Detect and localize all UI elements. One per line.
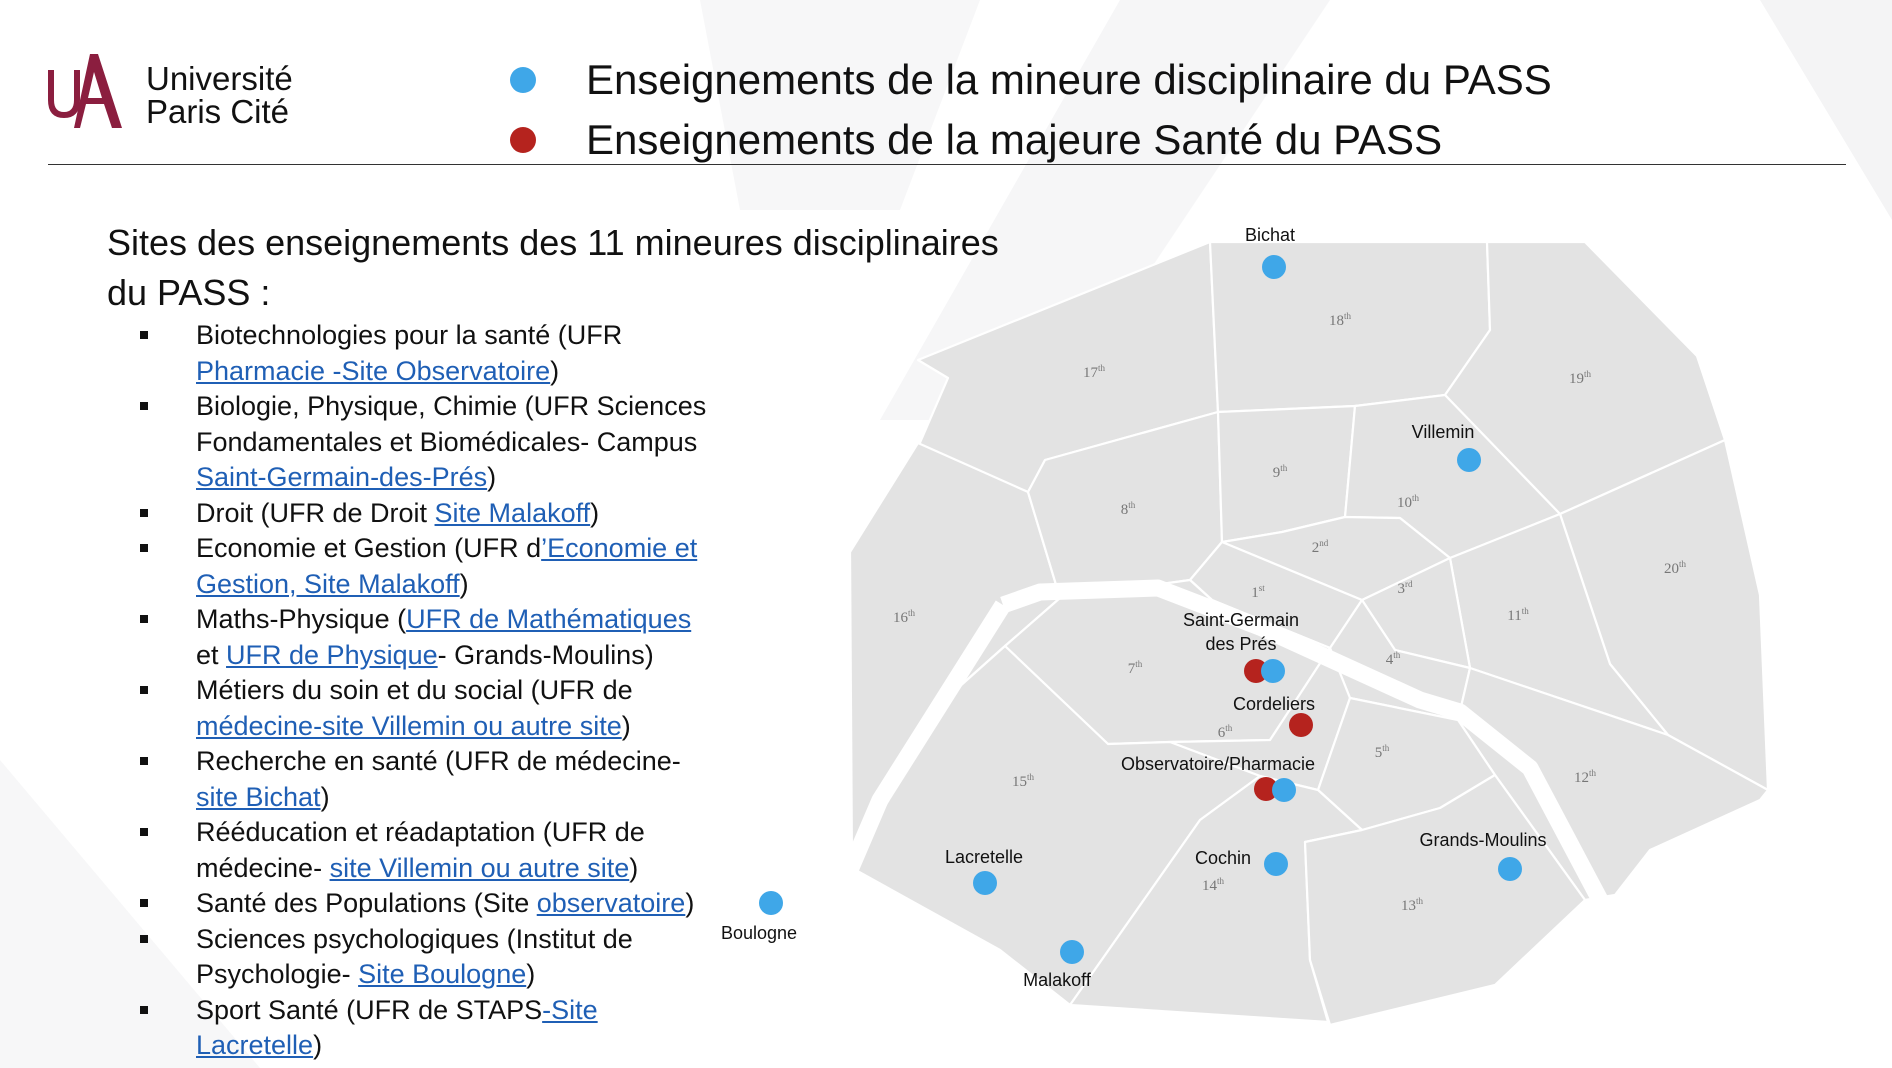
- minor-text: ): [621, 710, 631, 741]
- site-label: Observatoire/Pharmacie: [1120, 754, 1316, 774]
- minor-text: Biotechnologies pour la santé (UFR: [196, 320, 623, 350]
- legend-label-minor: Enseignements de la mineure disciplinaire du PASS: [586, 56, 1552, 103]
- site-label: Villemin: [1411, 422, 1475, 442]
- minor-text: Droit (UFR de Droit: [196, 497, 435, 528]
- minor-text: ): [550, 355, 560, 386]
- arrondissement-label-9: 9th: [1272, 463, 1288, 481]
- legend-label-major: Enseignements de la majeure Santé du PASS: [586, 116, 1443, 163]
- arrondissement-label-15: 15th: [1011, 772, 1035, 790]
- minor-site-link[interactable]: Site Malakoff: [434, 497, 591, 528]
- minor-site-link[interactable]: UFR de Mathématiques: [406, 604, 692, 634]
- blue-marker-icon: [1264, 852, 1288, 876]
- arrondissement-label-6: 6th: [1217, 723, 1233, 741]
- blue-marker-icon: [1457, 448, 1481, 472]
- minor-text: ): [459, 568, 469, 599]
- minor-site-link[interactable]: UFR de Physique: [226, 639, 438, 670]
- minor-site-link[interactable]: observatoire: [536, 888, 686, 918]
- site-label: des Prés: [1205, 634, 1277, 654]
- minor-text: ): [590, 497, 600, 528]
- red-marker-icon: [1289, 713, 1313, 737]
- arrondissement-label-12: 12th: [1573, 768, 1597, 786]
- minor-text: et: [196, 639, 227, 670]
- minor-text: Sport Santé (UFR de STAPS: [196, 994, 543, 1025]
- minor-text: ): [320, 781, 330, 812]
- arrondissement-label-17: 17th: [1082, 363, 1106, 381]
- arrondissement-label-16: 16th: [892, 608, 916, 626]
- arrondissement-label-7: 7th: [1127, 659, 1143, 677]
- minor-text: Sciences psychologiques (Institut de Psychologie-: [196, 923, 633, 989]
- minor-text: ): [685, 888, 695, 918]
- arrondissement-label-3: 3rd: [1397, 579, 1413, 597]
- minor-text: Maths-Physique (: [196, 604, 407, 634]
- site-label: Grands-Moulins: [1419, 830, 1547, 850]
- site-label: Malakoff: [1023, 970, 1091, 990]
- blue-marker-icon: [1272, 778, 1296, 802]
- arrondissement-label-1: 1st: [1251, 583, 1265, 601]
- blue-marker-icon: [759, 891, 783, 915]
- minor-site-link[interactable]: médecine-site Villemin ou autre site: [196, 710, 622, 741]
- arrondissement-label-14: 14th: [1201, 876, 1225, 894]
- arrondissement-label-18: 18th: [1328, 311, 1352, 329]
- minor-text: - Grands-Moulins): [437, 639, 654, 670]
- arrondissement-label-4: 4th: [1385, 650, 1401, 668]
- arrondissement-label-8: 8th: [1120, 500, 1136, 518]
- minor-text: ): [629, 852, 639, 883]
- site-label: Bichat: [1244, 225, 1296, 245]
- section-heading-line-2: du PASS :: [107, 272, 271, 313]
- arrondissement-label-2: 2nd: [1311, 538, 1329, 556]
- minor-site-link[interactable]: site Bichat: [196, 781, 321, 812]
- blue-marker-icon: [1262, 255, 1286, 279]
- site-label: Cochin: [1194, 848, 1252, 868]
- arrondissement-label-11: 11th: [1507, 606, 1529, 624]
- blue-marker-icon: [1498, 857, 1522, 881]
- minor-text: Biologie, Physique, Chimie (UFR Sciences Fondamentales et Biomédicales- Campus: [196, 391, 707, 457]
- logo-line-2: Paris Cité: [146, 93, 290, 130]
- minor-site-link[interactable]: Saint-Germain-des-Prés: [196, 462, 488, 492]
- minor-site-link[interactable]: ’Economie et Gestion, Site Malakoff: [196, 533, 698, 599]
- minor-site-link[interactable]: site Villemin ou autre site: [329, 852, 630, 883]
- site-label: Saint-Germain: [1182, 610, 1300, 630]
- minor-site-link[interactable]: -Site Lacretelle: [196, 994, 598, 1060]
- site-boulogne: [721, 891, 797, 943]
- minor-text: ): [526, 959, 536, 989]
- site-label: Boulogne: [720, 923, 798, 943]
- blue-marker-icon: [973, 871, 997, 895]
- minor-text: Santé des Populations (Site: [196, 888, 537, 918]
- minor-text: Recherche en santé (UFR de médecine-: [196, 746, 681, 776]
- section-heading-line-1: Sites des enseignements des 11 mineures disciplinaires: [107, 222, 999, 263]
- arrondissement-18: [1210, 242, 1490, 412]
- minor-site-link[interactable]: Site Boulogne: [358, 959, 527, 989]
- arrondissement-label-5: 5th: [1374, 743, 1390, 761]
- blue-marker-icon: [1060, 940, 1084, 964]
- minor-text: ): [487, 462, 497, 492]
- minor-text: Rééducation et réadaptation (UFR de médecine-: [196, 817, 645, 883]
- site-label: Cordeliers: [1232, 694, 1316, 714]
- arrondissement-label-10: 10th: [1396, 493, 1420, 511]
- logo-line-1: Université: [146, 60, 293, 97]
- minor-text: Métiers du soin et du social (UFR de: [196, 675, 633, 705]
- minor-site-link[interactable]: Pharmacie -Site Observatoire: [196, 355, 551, 386]
- arrondissement-label-20: 20th: [1663, 559, 1687, 577]
- site-label: Lacretelle: [944, 847, 1024, 867]
- minor-text: ): [313, 1030, 323, 1060]
- arrondissement-label-19: 19th: [1568, 369, 1592, 387]
- arrondissement-label-13: 13th: [1400, 896, 1424, 914]
- blue-marker-icon: [1261, 659, 1285, 683]
- minor-text: Economie et Gestion (UFR d: [196, 533, 542, 563]
